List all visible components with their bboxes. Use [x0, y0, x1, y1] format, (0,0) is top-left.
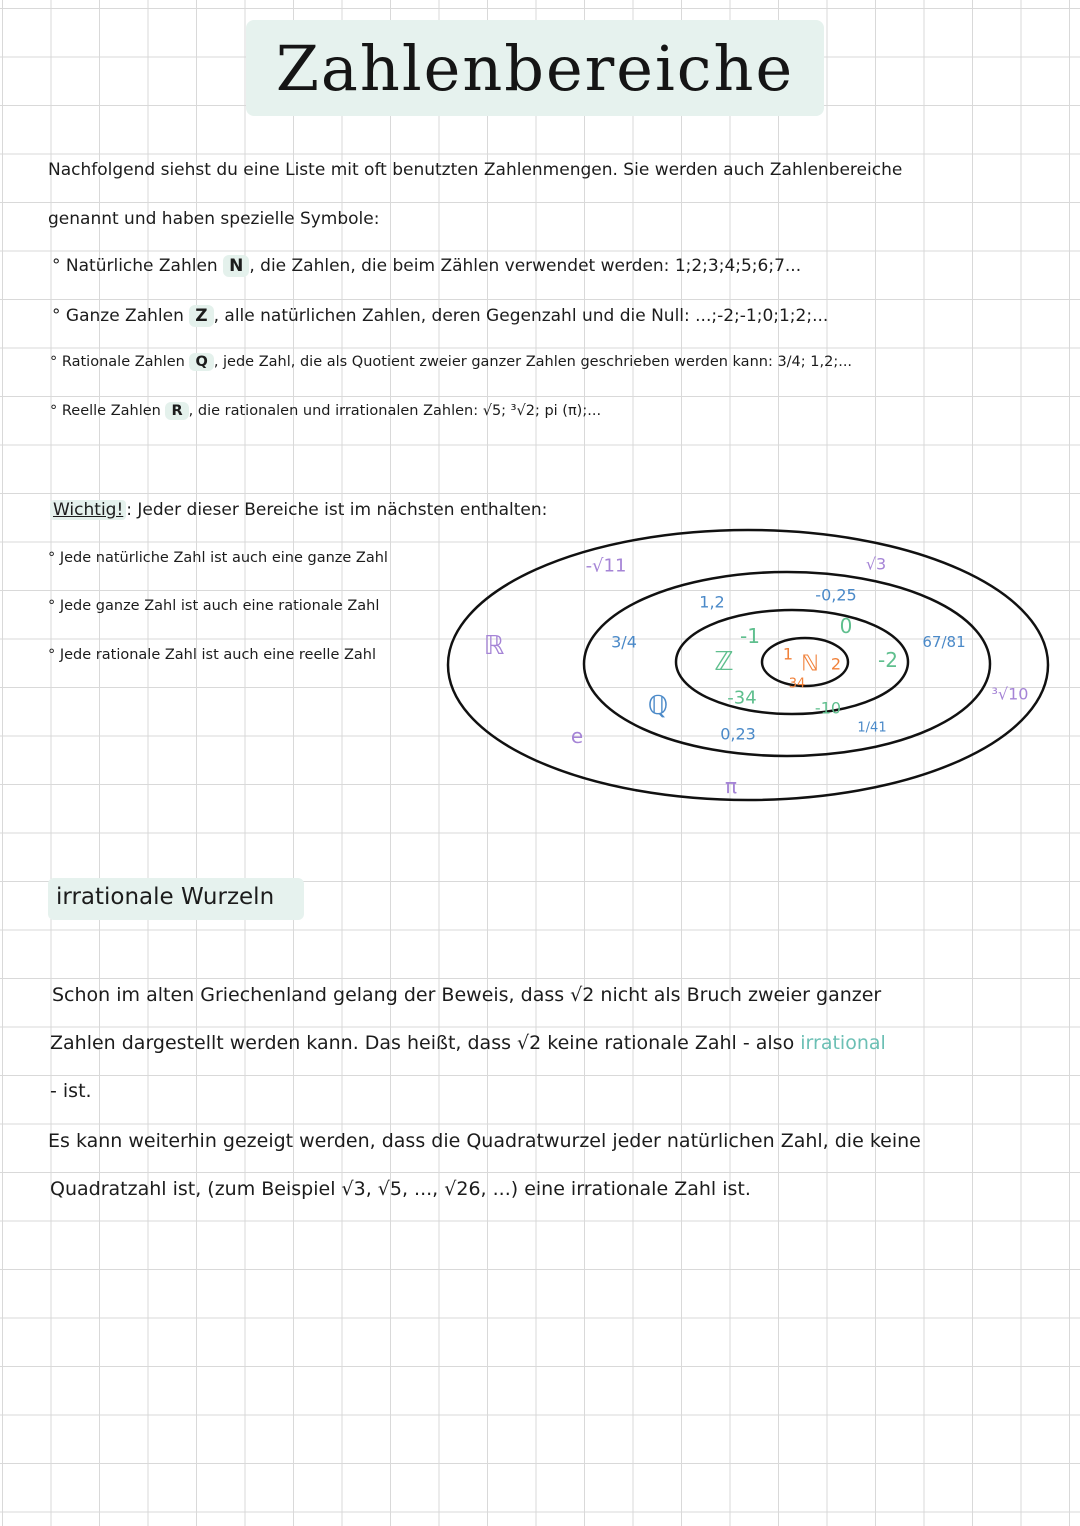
important-point-1: ° Jede natürliche Zahl ist auch eine ganze Zahl: [48, 550, 388, 566]
set-symbol-real: R: [165, 402, 188, 420]
set-description: , alle natürlichen Zahlen, deren Gegenzahl und die Null: ...;-2;-1;0;1;2;...: [213, 306, 829, 326]
label-real-set: ℝ: [483, 631, 505, 661]
element-neg-1: -1: [740, 624, 760, 648]
element-e: e: [570, 724, 584, 748]
highlight-irrational: irrational: [800, 1032, 886, 1054]
set-name: Reelle Zahlen: [61, 403, 161, 419]
paragraph-2-line-2: Quadratzahl ist, (zum Beispiel √3, √5, ..., √26, ...) eine irrationale Zahl ist.: [50, 1178, 751, 1200]
set-description: , die rationalen und irrationalen Zahlen: √5; ³√2; pi (π);...: [188, 403, 602, 419]
paragraph-text: Zahlen dargestellt werden kann. Das heißt, dass √2 keine rationale Zahl - also: [50, 1032, 801, 1054]
element-0: 0: [839, 614, 853, 638]
element-neg-sqrt-11: -√11: [585, 555, 627, 577]
important-point-text: Jede natürliche Zahl ist auch eine ganze Zahl: [59, 550, 388, 566]
element-neg-0-25: -0,25: [815, 585, 857, 605]
ellipse-real: [448, 530, 1048, 800]
set-symbol-integer: Z: [189, 305, 213, 327]
paragraph-1-line-1: Schon im alten Griechenland gelang der Beweis, dass √2 nicht als Bruch zweier ganzer: [52, 984, 882, 1006]
important-point-text: Jede ganze Zahl ist auch eine rationale Zahl: [59, 598, 380, 614]
bullet: °: [50, 403, 62, 419]
element-neg-34: -34: [727, 687, 757, 709]
set-name: Rationale Zahlen: [61, 354, 185, 370]
set-description: , jede Zahl, die als Quotient zweier ganzer Zahlen geschrieben werden kann: 3/4; 1,2;...: [213, 354, 853, 370]
element-pi: π: [724, 774, 738, 798]
element-1-2: 1,2: [699, 592, 725, 612]
set-symbol-rational: Q: [189, 353, 213, 371]
important-text: : Jeder dieser Bereiche ist im nächsten enthalten:: [126, 500, 548, 520]
page-title: Zahlenbereiche: [275, 31, 795, 105]
set-description: , die Zahlen, die beim Zählen verwendet werden: 1;2;3;4;5;6;7...: [249, 256, 802, 276]
important-point-3: ° Jede rationale Zahl ist auch eine reelle Zahl: [48, 647, 377, 663]
element-1: 1: [782, 644, 794, 664]
element-1-41: 1/41: [857, 720, 887, 736]
set-symbol-natural: N: [223, 255, 249, 277]
intro-line-2: genannt und haben spezielle Symbole:: [48, 209, 380, 229]
element-cbrt-10: ³√10: [991, 684, 1029, 704]
label-rational-set: ℚ: [647, 691, 669, 721]
element-0-23: 0,23: [720, 724, 756, 744]
bullet: °: [50, 354, 62, 370]
section-heading: irrationale Wurzeln: [56, 884, 275, 910]
set-name: Natürliche Zahlen: [65, 256, 218, 276]
label-integer-set: ℤ: [714, 647, 734, 677]
important-label: Wichtig!: [50, 500, 126, 520]
bullet: °: [52, 306, 66, 326]
element-2: 2: [830, 654, 842, 674]
important-point-2: ° Jede ganze Zahl ist auch eine rationale Zahl: [48, 598, 380, 614]
ellipse-rational: [584, 572, 990, 756]
paragraph-1-line-2: [50, 1032, 886, 1054]
element-three-quarters: 3/4: [611, 632, 637, 652]
element-neg-10: -10: [814, 698, 842, 718]
element-34: 34: [788, 676, 806, 692]
bullet: °: [52, 256, 66, 276]
set-name: Ganze Zahlen: [65, 306, 184, 326]
paragraph-1-line-3: - ist.: [50, 1080, 92, 1102]
element-sqrt-3: √3: [865, 554, 887, 574]
label-natural-set: ℕ: [801, 651, 819, 677]
intro-line-1: Nachfolgend siehst du eine Liste mit oft benutzten Zahlenmengen. Sie werden auch Zahlenbereiche: [48, 160, 903, 180]
element-neg-2: -2: [878, 648, 898, 672]
paragraph-2-line-1: Es kann weiterhin gezeigt werden, dass die Quadratwurzel jeder natürlichen Zahl, die keine: [48, 1130, 921, 1152]
element-67-81: 67/81: [922, 633, 966, 651]
important-point-text: Jede rationale Zahl ist auch eine reelle Zahl: [59, 647, 377, 663]
